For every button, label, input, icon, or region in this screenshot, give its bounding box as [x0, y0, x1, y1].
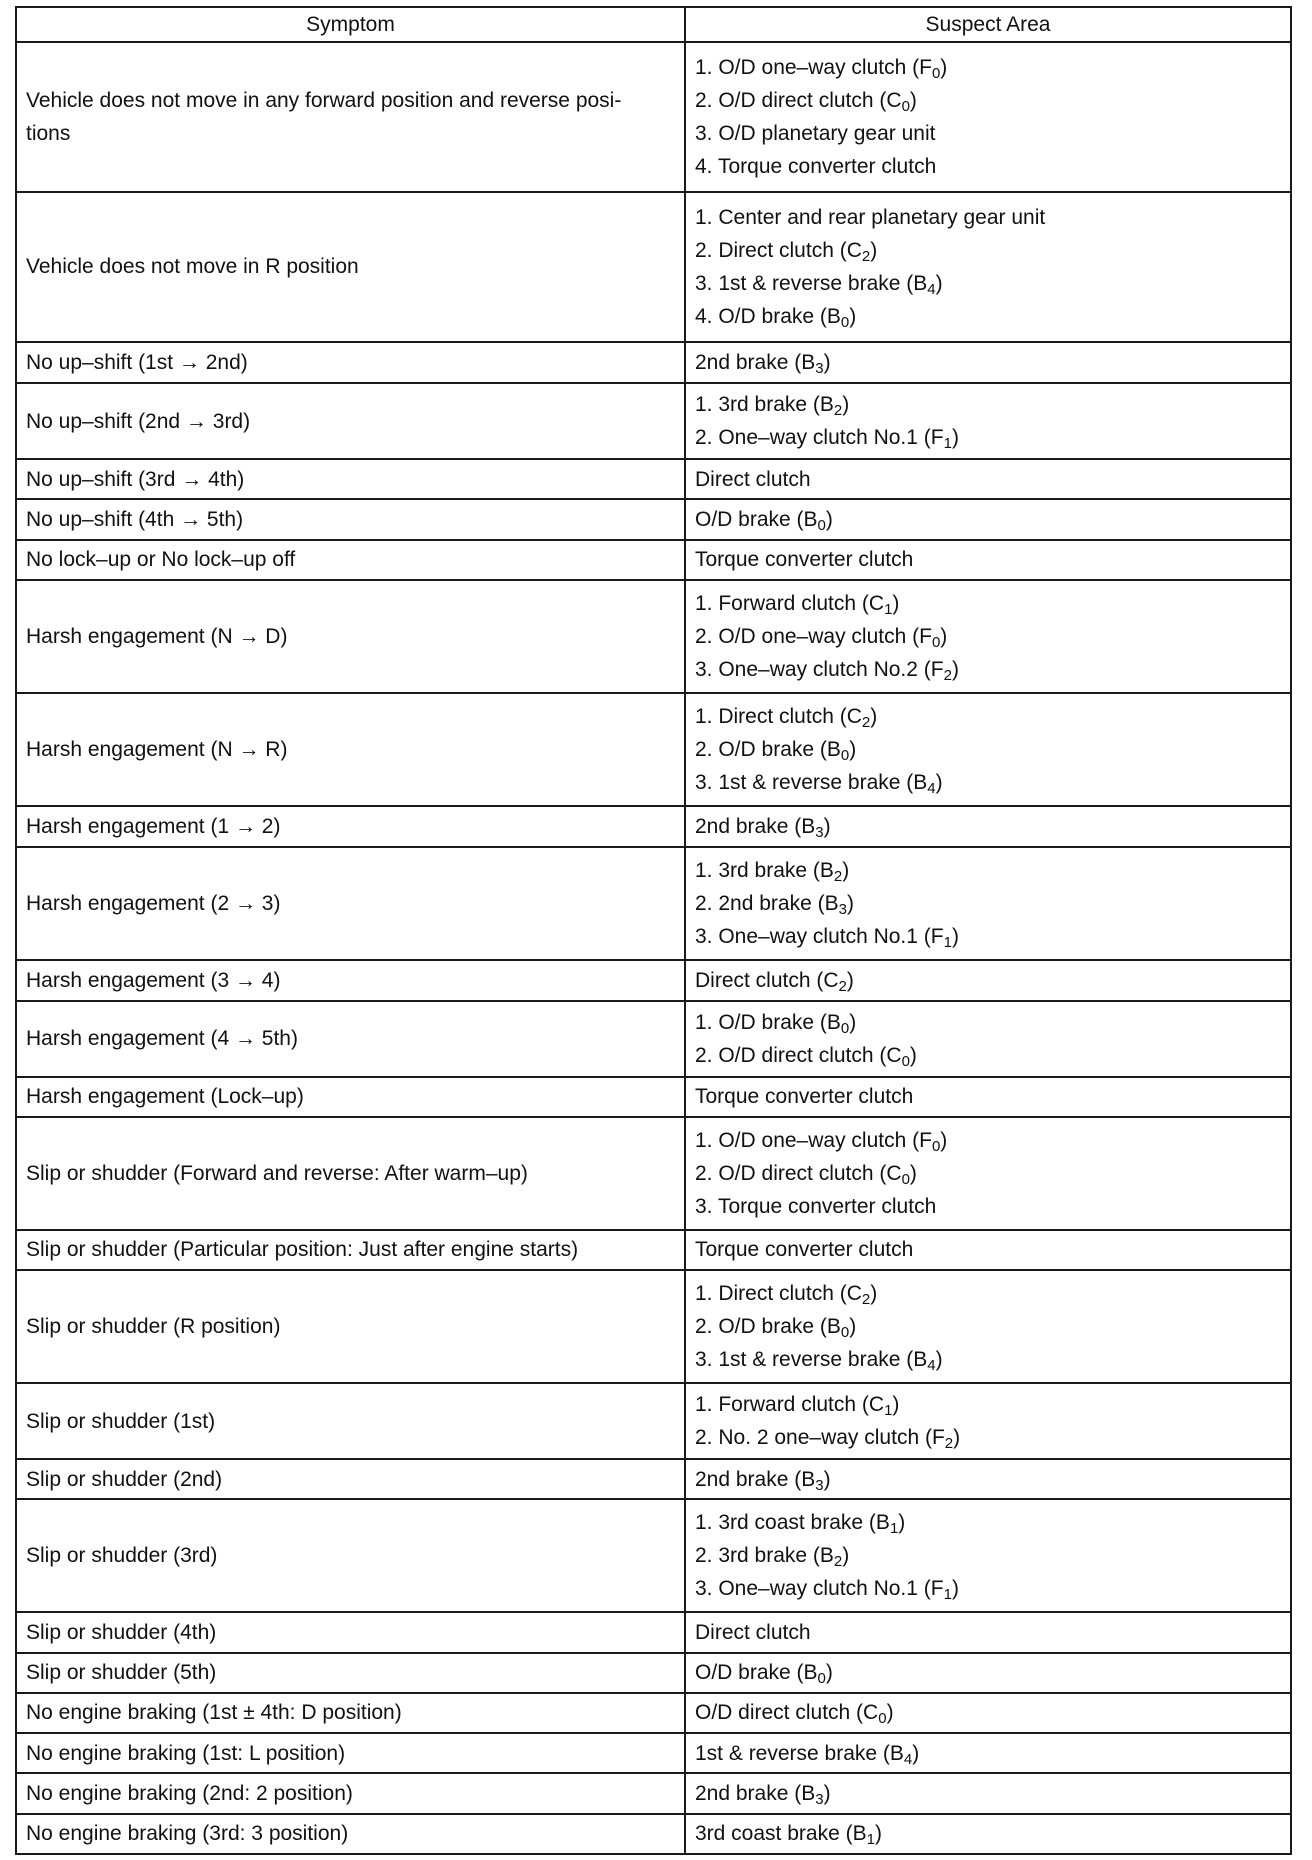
suspect-area-item [695, 1190, 1281, 1223]
component-subscript: 2 [833, 868, 843, 886]
closing-paren: ) [940, 1128, 948, 1152]
symptom-text: Slip or shudder (4th) [26, 1620, 217, 1644]
symptom-text: Harsh engagement (N → R) [26, 737, 288, 761]
component-subscript: 0 [840, 313, 850, 331]
component-subscript: 4 [927, 779, 936, 797]
closing-paren: ) [951, 426, 959, 450]
suspect-area-item [695, 1277, 1281, 1310]
component-subscript: 1 [943, 1586, 952, 1604]
suspect-area-item [695, 1039, 1281, 1072]
suspect-area-item [695, 1463, 1281, 1496]
suspect-area-item [695, 1006, 1281, 1039]
symptom-cell [16, 1001, 685, 1077]
suspect-area-item [695, 1124, 1281, 1157]
symptom-text: Slip or shudder (5th) [26, 1661, 217, 1685]
suspect-area-item [695, 1310, 1281, 1343]
suspect-area-cell [685, 806, 1291, 847]
symptom-text: No engine braking (2nd: 2 position) [26, 1782, 353, 1805]
table-row [16, 1077, 1291, 1117]
symptom-text: Harsh engagement (Lock–up) [26, 1085, 304, 1109]
component-subscript: 3 [838, 901, 847, 919]
closing-paren: ) [849, 1010, 857, 1034]
suspect-area-text: 3. One–way clutch No.1 (F [695, 1577, 944, 1601]
symptom-text: No lock–up or No lock–up off [26, 548, 296, 572]
table-row [16, 693, 1291, 806]
closing-paren: ) [874, 1822, 882, 1846]
component-subscript: 2 [944, 1435, 954, 1453]
component-subscript: 3 [815, 1791, 824, 1808]
suspect-area-cell [685, 1230, 1291, 1270]
suspect-area-text: Torque converter clutch [695, 1238, 914, 1262]
symptom-cell [16, 1814, 685, 1854]
symptom-text: No engine braking (1st: L position) [26, 1741, 346, 1765]
symptom-table [15, 6, 1292, 1855]
symptom-text: Vehicle does not move in any forward position and reverse posi- tions [26, 88, 622, 145]
table-row [16, 540, 1291, 580]
symptom-text: No up–shift (2nd → 3rd) [26, 409, 251, 433]
component-subscript: 1 [943, 435, 952, 453]
suspect-area-cell [685, 1773, 1291, 1813]
suspect-area-item [695, 51, 1281, 84]
symptom-cell [16, 1383, 685, 1459]
suspect-area-item [695, 503, 1281, 536]
closing-paren: ) [870, 238, 878, 262]
component-subscript: 1 [866, 1831, 875, 1849]
suspect-area-cell [685, 1693, 1291, 1733]
suspect-area-item [695, 964, 1281, 997]
suspect-area-item [695, 1737, 1281, 1770]
suspect-area-cell [685, 1270, 1291, 1383]
symptom-cell [16, 342, 685, 383]
suspect-area-item [695, 1506, 1281, 1539]
suspect-area-text: 4. O/D brake (B [695, 304, 841, 328]
suspect-area-text: Direct clutch [695, 1620, 811, 1644]
symptom-text: No engine braking (1st ± 4th: D position) [26, 1701, 402, 1725]
closing-paren: ) [849, 304, 857, 328]
suspect-area-cell [685, 693, 1291, 806]
table-row [16, 1459, 1291, 1499]
suspect-area-item [695, 234, 1281, 267]
suspect-area-item [695, 1421, 1281, 1454]
closing-paren: ) [898, 1511, 906, 1535]
suspect-area-item [695, 421, 1281, 454]
component-subscript: 0 [878, 1710, 887, 1728]
suspect-area-text: O/D brake (B [695, 508, 818, 532]
component-subscript: 0 [840, 1324, 850, 1342]
closing-paren: ) [825, 1661, 833, 1685]
closing-paren: ) [846, 968, 854, 992]
symptom-cell [16, 1499, 685, 1612]
suspect-area-cell [685, 960, 1291, 1000]
suspect-area-item [695, 346, 1281, 379]
suspect-area-cell [685, 847, 1291, 960]
component-subscript: 2 [943, 666, 952, 684]
suspect-area-cell [685, 192, 1291, 342]
closing-paren: ) [842, 1544, 850, 1568]
suspect-area-cell [685, 1459, 1291, 1499]
suspect-area-item [695, 267, 1281, 300]
suspect-area-item [695, 201, 1281, 234]
suspect-area-cell [685, 1077, 1291, 1117]
symptom-cell [16, 1459, 685, 1499]
symptom-cell [16, 1733, 685, 1773]
closing-paren: ) [849, 737, 857, 761]
suspect-area-cell [685, 459, 1291, 499]
component-subscript: 0 [840, 1019, 850, 1037]
symptom-cell [16, 580, 685, 693]
suspect-area-item [695, 620, 1281, 653]
closing-paren: ) [912, 1741, 920, 1765]
closing-paren: ) [892, 591, 900, 615]
symptom-cell [16, 383, 685, 459]
table-row [16, 1653, 1291, 1693]
suspect-area-text: 2nd brake (B [695, 350, 816, 374]
suspect-area-item [695, 1656, 1281, 1689]
symptom-cell [16, 693, 685, 806]
suspect-area-item [695, 587, 1281, 620]
suspect-area-item [695, 887, 1281, 920]
closing-paren: ) [886, 1701, 894, 1725]
table-row [16, 580, 1291, 693]
table-row [16, 1733, 1291, 1773]
table-row [16, 1499, 1291, 1612]
component-subscript: 1 [884, 1402, 893, 1420]
symptom-cell [16, 1773, 685, 1813]
suspect-area-item [695, 1343, 1281, 1376]
closing-paren: ) [846, 892, 854, 916]
component-subscript: 2 [833, 402, 843, 420]
closing-paren: ) [842, 393, 850, 417]
symptom-cell [16, 847, 685, 960]
symptom-text: Slip or shudder (1st) [26, 1409, 216, 1433]
suspect-area-cell [685, 1499, 1291, 1612]
suspect-area-text: 3. 1st & reverse brake (B [695, 770, 928, 794]
suspect-area-text: 1. O/D brake (B [695, 1010, 841, 1034]
component-subscript: 2 [861, 247, 871, 265]
symptom-cell [16, 806, 685, 847]
suspect-area-text: 1. Direct clutch (C [695, 704, 862, 728]
symptom-text: Harsh engagement (3 → 4) [26, 968, 281, 992]
symptom-cell [16, 1117, 685, 1230]
table-row [16, 1383, 1291, 1459]
closing-paren: ) [940, 55, 948, 79]
symptom-text: No up–shift (1st → 2nd) [26, 350, 248, 374]
suspect-area-item [695, 700, 1281, 733]
suspect-area-item [695, 1388, 1281, 1421]
component-subscript: 3 [815, 824, 824, 842]
closing-paren: ) [940, 624, 948, 648]
closing-paren: ) [951, 1577, 959, 1601]
suspect-area-item [695, 388, 1281, 421]
symptom-cell [16, 42, 685, 192]
suspect-area-item [695, 1157, 1281, 1190]
component-subscript: 0 [901, 1170, 910, 1188]
suspect-area-item [695, 543, 1281, 576]
suspect-area-cell [685, 540, 1291, 580]
closing-paren: ) [823, 1782, 831, 1805]
suspect-area-item [695, 1616, 1281, 1649]
symptom-text: Vehicle does not move in R position [26, 255, 359, 279]
suspect-area-text: 1. Direct clutch (C [695, 1282, 862, 1306]
suspect-area-cell [685, 1814, 1291, 1854]
table-row [16, 960, 1291, 1000]
suspect-area-text: 2. Direct clutch (C [695, 238, 862, 262]
table-row [16, 499, 1291, 539]
component-subscript: 4 [903, 1750, 913, 1768]
table-row [16, 383, 1291, 459]
suspect-area-text: 1. Forward clutch (C [695, 1393, 885, 1417]
closing-paren: ) [849, 1315, 857, 1339]
suspect-area-cell [685, 383, 1291, 459]
table-row [16, 1270, 1291, 1383]
suspect-area-text: 3. 1st & reverse brake (B [695, 271, 928, 295]
table-row [16, 1814, 1291, 1854]
closing-paren: ) [935, 271, 943, 295]
suspect-area-text: 2. O/D direct clutch (C [695, 88, 902, 112]
closing-paren: ) [951, 925, 959, 949]
suspect-area-item [695, 854, 1281, 887]
table-body [16, 42, 1291, 1854]
suspect-area-cell [685, 1733, 1291, 1773]
symptom-text: No engine braking (3rd: 3 position) [26, 1822, 349, 1846]
symptom-text: Slip or shudder (3rd) [26, 1544, 218, 1568]
closing-paren: ) [825, 508, 833, 532]
component-subscript: 0 [901, 97, 910, 115]
table-row [16, 806, 1291, 847]
suspect-area-header: Suspect Area [685, 7, 1291, 42]
suspect-area-item [695, 1572, 1281, 1605]
closing-paren: ) [823, 350, 831, 374]
symptom-cell [16, 1077, 685, 1117]
component-subscript: 0 [931, 64, 941, 82]
suspect-area-text: 2. O/D direct clutch (C [695, 1161, 902, 1185]
suspect-area-text: 2. O/D one–way clutch (F [695, 624, 932, 648]
symptom-header: Symptom [16, 7, 685, 42]
suspect-area-item [695, 300, 1281, 333]
closing-paren: ) [892, 1393, 900, 1417]
symptom-text: Harsh engagement (1 → 2) [26, 815, 281, 839]
header-row [16, 7, 1291, 42]
suspect-area-item [695, 463, 1281, 496]
suspect-area-text: O/D direct clutch (C [695, 1701, 879, 1725]
suspect-area-text: 3. One–way clutch No.2 (F [695, 657, 944, 681]
component-subscript: 0 [817, 517, 826, 535]
suspect-area-text: Torque converter clutch [695, 548, 914, 572]
symptom-cell [16, 459, 685, 499]
closing-paren: ) [870, 704, 878, 728]
suspect-area-text: 3. Torque converter clutch [695, 1194, 937, 1218]
suspect-area-item [695, 150, 1281, 183]
suspect-area-text: Direct clutch [695, 467, 811, 491]
component-subscript: 3 [815, 1476, 824, 1494]
suspect-area-item [695, 1817, 1281, 1850]
suspect-area-text: 2. One–way clutch No.1 (F [695, 426, 944, 450]
component-subscript: 0 [931, 633, 941, 651]
table-row [16, 1773, 1291, 1813]
suspect-area-text: 1. 3rd coast brake (B [695, 1511, 890, 1535]
component-subscript: 2 [833, 1553, 843, 1571]
suspect-area-text: Direct clutch (C [695, 968, 839, 992]
closing-paren: ) [823, 815, 831, 839]
suspect-area-cell [685, 42, 1291, 192]
suspect-area-text: 4. Torque converter clutch [695, 154, 937, 178]
component-subscript: 0 [817, 1670, 826, 1688]
symptom-cell [16, 540, 685, 580]
suspect-area-item [695, 810, 1281, 843]
symptom-text: Harsh engagement (N → D) [26, 624, 288, 648]
component-subscript: 1 [884, 600, 893, 618]
symptom-text: No up–shift (4th → 5th) [26, 508, 244, 532]
suspect-area-item [695, 1233, 1281, 1266]
symptom-text: No up–shift (3rd → 4th) [26, 467, 245, 491]
component-subscript: 0 [901, 1052, 910, 1070]
suspect-area-text: 2. 2nd brake (B [695, 892, 839, 916]
symptom-cell [16, 1653, 685, 1693]
table-row [16, 1001, 1291, 1077]
table-row [16, 192, 1291, 342]
suspect-area-item [695, 1696, 1281, 1729]
suspect-area-item [695, 733, 1281, 766]
closing-paren: ) [823, 1467, 831, 1491]
symptom-text: Harsh engagement (2 → 3) [26, 892, 281, 916]
table-row [16, 42, 1291, 192]
symptom-text: Slip or shudder (R position) [26, 1315, 281, 1339]
table-row [16, 459, 1291, 499]
symptom-text: Slip or shudder (Forward and reverse: After warm–up) [26, 1161, 528, 1185]
closing-paren: ) [953, 1426, 961, 1450]
suspect-area-text: 3rd coast brake (B [695, 1822, 867, 1846]
suspect-area-text: 3. 1st & reverse brake (B [695, 1348, 928, 1372]
suspect-area-text: 2. O/D brake (B [695, 1315, 841, 1339]
component-subscript: 1 [889, 1520, 899, 1538]
suspect-area-text: 2. No. 2 one–way clutch (F [695, 1426, 945, 1450]
suspect-area-cell [685, 1117, 1291, 1230]
component-subscript: 1 [943, 934, 952, 952]
table-row [16, 1612, 1291, 1652]
suspect-area-item [695, 653, 1281, 686]
suspect-area-item [695, 117, 1281, 150]
component-subscript: 0 [931, 1137, 941, 1155]
suspect-area-item [695, 84, 1281, 117]
table-row [16, 342, 1291, 383]
symptom-cell [16, 1612, 685, 1652]
symptom-cell [16, 960, 685, 1000]
suspect-area-text: 3. O/D planetary gear unit [695, 121, 936, 145]
closing-paren: ) [935, 1348, 943, 1372]
component-subscript: 3 [815, 359, 824, 377]
component-subscript: 4 [927, 280, 936, 298]
symptom-text: Slip or shudder (Particular position: Just after engine starts) [26, 1238, 579, 1262]
suspect-area-text: 1. 3rd brake (B [695, 859, 834, 883]
closing-paren: ) [951, 657, 959, 681]
suspect-area-text: 2. 3rd brake (B [695, 1544, 834, 1568]
suspect-area-item [695, 1080, 1281, 1113]
suspect-area-text: 2nd brake (B [695, 815, 816, 839]
suspect-area-text: 3. One–way clutch No.1 (F [695, 925, 944, 949]
suspect-area-item [695, 1777, 1281, 1810]
suspect-area-item [695, 1539, 1281, 1572]
table-row [16, 1230, 1291, 1270]
suspect-area-text: O/D brake (B [695, 1661, 818, 1685]
closing-paren: ) [842, 859, 850, 883]
component-subscript: 4 [927, 1357, 936, 1375]
suspect-area-text: 1. O/D one–way clutch (F [695, 55, 932, 79]
suspect-area-text: 1. 3rd brake (B [695, 393, 834, 417]
suspect-area-text: 2. O/D brake (B [695, 737, 841, 761]
symptom-cell [16, 1270, 685, 1383]
symptom-cell [16, 1230, 685, 1270]
suspect-area-cell [685, 1001, 1291, 1077]
symptom-text: Slip or shudder (2nd) [26, 1467, 223, 1491]
symptom-cell [16, 499, 685, 539]
table-row [16, 847, 1291, 960]
suspect-area-cell [685, 342, 1291, 383]
component-subscript: 2 [861, 1291, 871, 1309]
suspect-area-text: 2. O/D direct clutch (C [695, 1043, 902, 1067]
suspect-area-cell [685, 1383, 1291, 1459]
suspect-area-text: 1. Forward clutch (C [695, 591, 885, 615]
suspect-area-item [695, 766, 1281, 799]
component-subscript: 2 [861, 713, 871, 731]
symptom-cell [16, 192, 685, 342]
suspect-area-cell [685, 499, 1291, 539]
closing-paren: ) [909, 1161, 917, 1185]
suspect-area-text: 2nd brake (B [695, 1467, 816, 1491]
table-row [16, 1693, 1291, 1733]
component-subscript: 2 [838, 977, 847, 995]
symptom-text: Harsh engagement (4 → 5th) [26, 1027, 298, 1051]
closing-paren: ) [935, 770, 943, 794]
suspect-area-text: Torque converter clutch [695, 1085, 914, 1109]
suspect-area-cell [685, 1653, 1291, 1693]
symptom-cell [16, 1693, 685, 1733]
suspect-area-text: 1. O/D one–way clutch (F [695, 1128, 932, 1152]
closing-paren: ) [909, 88, 917, 112]
suspect-area-cell [685, 580, 1291, 693]
suspect-area-cell [685, 1612, 1291, 1652]
closing-paren: ) [870, 1282, 878, 1306]
suspect-area-text: 2nd brake (B [695, 1782, 816, 1805]
closing-paren: ) [909, 1043, 917, 1067]
table-row [16, 1117, 1291, 1230]
suspect-area-text: 1st & reverse brake (B [695, 1741, 904, 1765]
component-subscript: 0 [840, 746, 850, 764]
suspect-area-text: 1. Center and rear planetary gear unit [695, 205, 1046, 229]
suspect-area-item [695, 920, 1281, 953]
